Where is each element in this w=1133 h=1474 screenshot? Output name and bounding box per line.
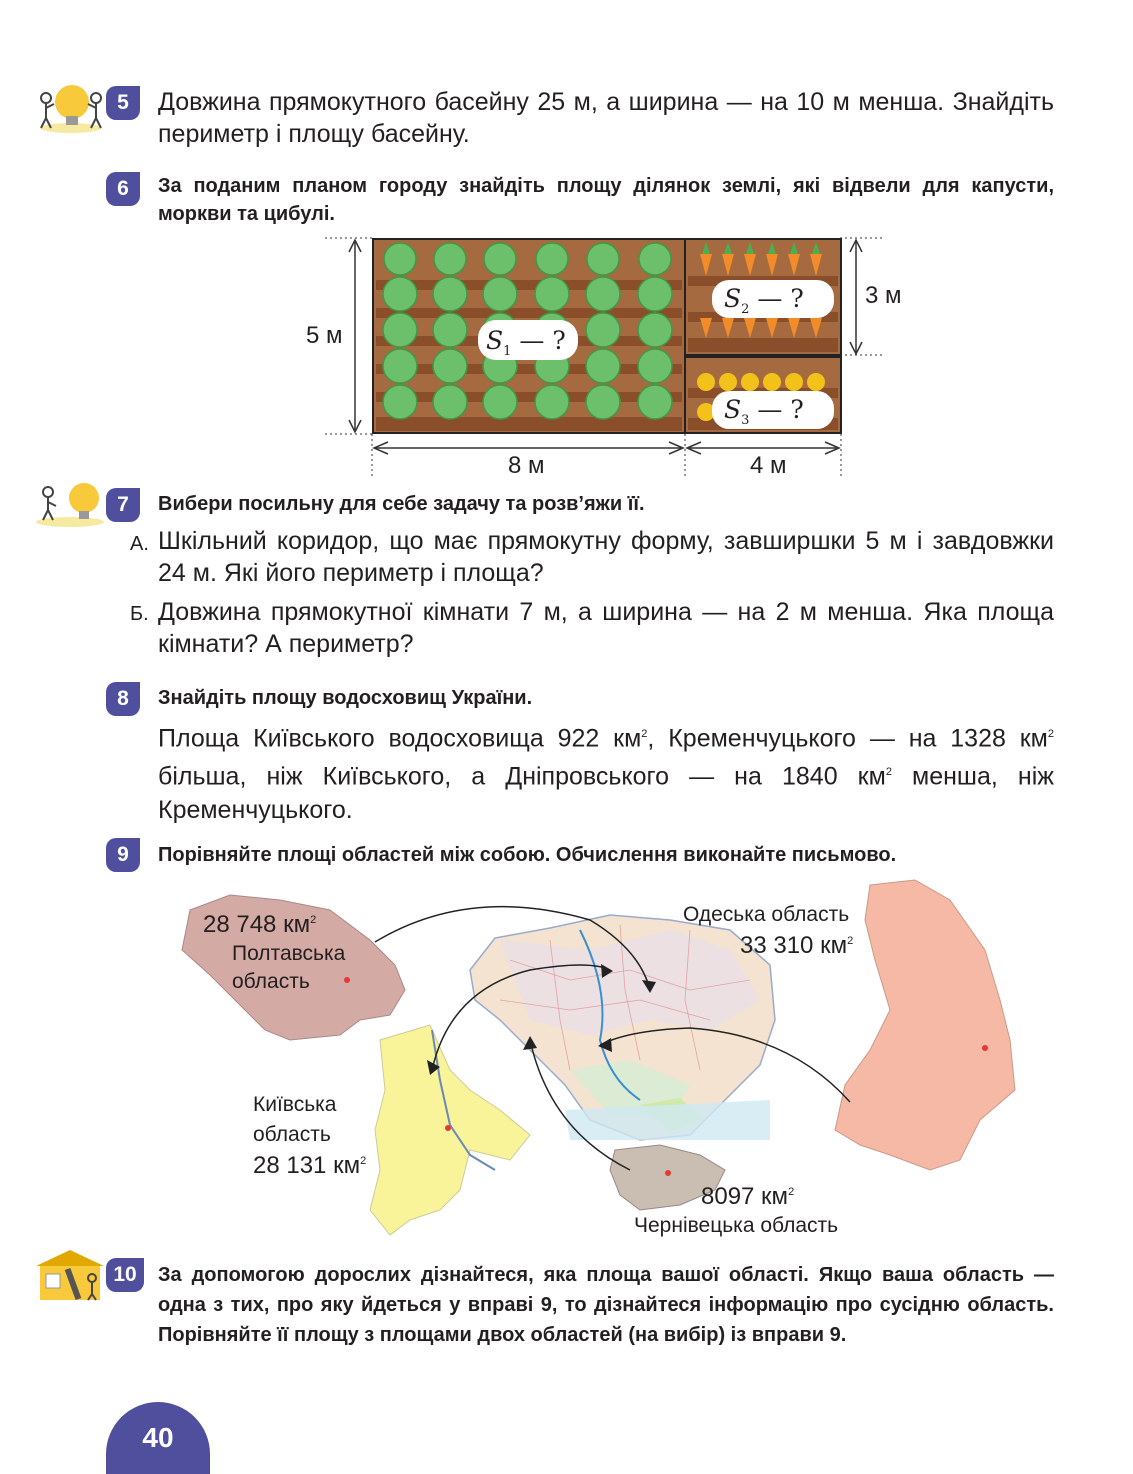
dim-3m: 3 м [865, 282, 902, 309]
house-pencil-icon [36, 1250, 106, 1302]
dim-4m: 4 м [750, 452, 787, 479]
odesa-name: Одеська область [683, 903, 850, 926]
kyiv-name: Київська область [253, 1093, 337, 1146]
task-7b-label: Б. [130, 603, 149, 625]
task-7a-text: Шкільний коридор, що має прямокутну форму, завширшки 5 м і завдовжки 24 м. Які його периметр і площа? [158, 527, 1054, 587]
kyiv-area: 28 131 $км^2$ [253, 1152, 367, 1179]
task-6-text: За поданим планом городу знайдіть площу ділянок землі, які відвели для капусти, моркви та цибулі. [158, 175, 1054, 225]
task-number-5: 5 [106, 86, 140, 120]
task-number-8: 8 [106, 682, 140, 716]
odesa-area: 33 310 $км^2$ [740, 932, 854, 959]
task-5-text: Довжина прямокутного басейну 25 м, а ширина — на 10 м менша. Знайдіть периметр і площу басейну. [158, 88, 1054, 148]
chernivtsi-name: Чернівецька область [634, 1214, 839, 1237]
task-number-10: 10 [106, 1258, 144, 1292]
chernivtsi-area: 8097 $км^2$ [701, 1183, 795, 1210]
lightbulb-thinking-icon [34, 478, 106, 528]
task-number-9: 9 [106, 838, 140, 872]
s3-label: $S_3$ — ? [724, 395, 804, 428]
task-8-text: Площа Київського водосховища 922 $км^2$, Кременчуцького — на 1328 $км^2$ більша, ніж Київського, а Дніпровського — на 1840 $км^2$ менша, ніж Кременчуцького. [158, 724, 1054, 824]
task-10-text: За допомогою дорослих дізнайтеся, яка площа вашої області. Якщо ваша область — одна з тих, про яку йдеться у вправі 9, то дізнайтеся інформацію про сусідню область. Порівняйте її площу з площами двох областей (на вибір) із вправи 9. [158, 1264, 1054, 1346]
s1-label: $S_1$ — ? [486, 326, 566, 359]
poltava-name: Полтавська область [232, 942, 346, 993]
task-8-title: Знайдіть площу водосховищ України. [158, 687, 533, 709]
task-number-7: 7 [106, 488, 140, 522]
dim-5m: 5 м [306, 322, 343, 349]
task-7b-text: Довжина прямокутної кімнати 7 м, а ширина — на 2 м менша. Яка площа кімнати? А периметр? [158, 598, 1054, 658]
task-7-text: Вибери посильну для себе задачу та розв’яжи її. [158, 493, 645, 515]
dim-8m: 8 м [508, 452, 545, 479]
lightbulb-icon [36, 78, 106, 134]
task-7a-label: А. [130, 533, 149, 555]
page-number: 40 [106, 1402, 210, 1474]
s2-label: $S_2$ — ? [724, 284, 804, 317]
garden-plan [300, 232, 920, 482]
task-9-text: Порівняйте площі областей між собою. Обчислення виконайте письмово. [158, 844, 897, 866]
task-number-6: 6 [106, 172, 140, 206]
poltava-area: 28 748 $км^2$ [203, 911, 317, 938]
